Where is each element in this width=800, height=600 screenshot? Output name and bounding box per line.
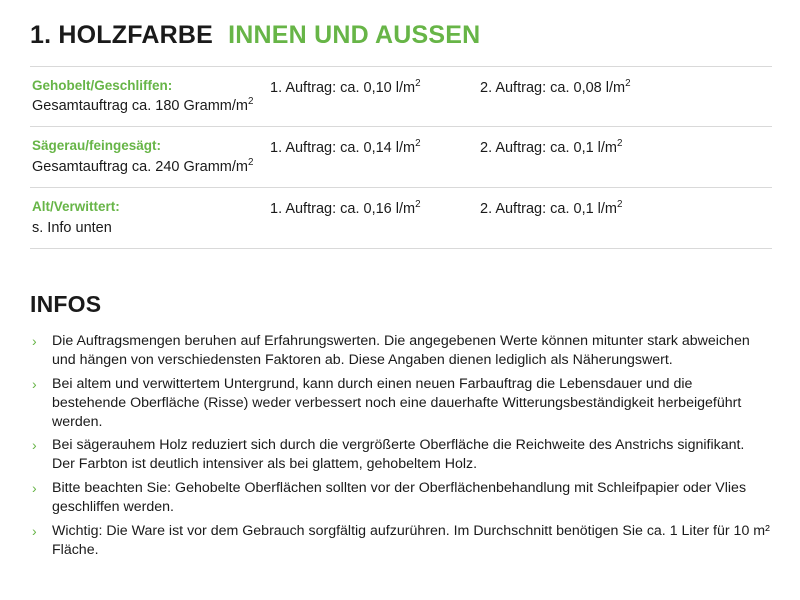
surface-total xyxy=(32,96,270,116)
coat2-text: 2. Auftrag: ca. 0,08 l/m xyxy=(480,79,626,96)
page-title-subtitle: INNEN UND AUSSEN xyxy=(228,21,481,49)
list-item-text: Bitte beachten Sie: Gehobelte Oberflächen sollten vor der Oberflächenbehandlung mit Schleifpapier oder Vlies geschliffen werden. xyxy=(52,480,747,516)
surface-total-text: s. Info unten xyxy=(32,219,112,236)
coat1-value xyxy=(270,197,480,219)
coat2-sup: 2 xyxy=(617,138,623,150)
surface-label: Alt/Verwittert: xyxy=(32,199,120,215)
table-cell-surface xyxy=(30,136,270,177)
coat2-text: 2. Auftrag: ca. 0,1 l/m xyxy=(480,201,618,218)
coat1-value xyxy=(270,136,480,158)
coat1-text: 1. Auftrag: ca. 0,10 l/m xyxy=(270,79,416,96)
coat1-value xyxy=(270,76,480,98)
list-item-text: Bei sägerauhem Holz reduziert sich durch die vergrößerte Oberfläche die Reichweite des Anstrichs signifikant. Der Farbton ist deutlich intensiver als bei glattem, gehobeltem Holz. xyxy=(52,437,745,473)
coat2-value xyxy=(480,136,772,158)
surface-total-text: Gesamtauftrag ca. 180 Gramm/m xyxy=(32,98,248,115)
coat2-sup: 2 xyxy=(617,199,623,211)
surface-total xyxy=(32,157,270,177)
table-row xyxy=(30,188,772,249)
table-cell-coat1 xyxy=(270,76,480,98)
table-cell-coat2 xyxy=(480,197,772,219)
page-title xyxy=(30,22,772,50)
list-item-text: Die Auftragsmengen beruhen auf Erfahrungswerten. Die angegebenen Werte können mitunter stark abweichen und hängen von verschiedensten Faktoren ab. Diese Angaben dienen lediglich als Näherungswert. xyxy=(52,333,750,368)
surface-total-sup: 2 xyxy=(247,157,254,169)
chevron-right-icon: › xyxy=(32,375,37,392)
chevron-right-icon: › xyxy=(32,437,37,454)
list-item-text: Wichtig: Die Ware ist vor dem Gebrauch sorgfältig aufzurühren. Im Durchschnitt benötigen Sie ca. 1 Liter für 10 m² Fläche. xyxy=(52,522,770,558)
list-item xyxy=(30,479,770,517)
surface-label: Gehobelt/Geschliffen: xyxy=(32,77,173,93)
table-cell-coat2 xyxy=(480,76,772,98)
coat2-value xyxy=(480,197,772,219)
chevron-right-icon: › xyxy=(32,522,37,539)
list-item-text: Bei altem und verwittertem Untergrund, kann durch einen neuen Farbauftrag die Lebensdauer und die bestehende Oberfläche (Risse) weder verbessert noch eine dauerhafte Witterungsbeständigkeit herbeigeführt werden. xyxy=(52,375,742,430)
chevron-right-icon: › xyxy=(32,480,37,497)
table-cell-coat1 xyxy=(270,136,480,158)
page-title-number: 1. xyxy=(30,21,52,49)
page-title-main: HOLZFARBE xyxy=(58,21,213,49)
coat1-sup: 2 xyxy=(415,77,421,89)
consumption-table xyxy=(30,66,772,250)
coat1-sup: 2 xyxy=(415,138,421,150)
list-item xyxy=(30,522,770,560)
infos-heading: INFOS xyxy=(30,291,102,318)
chevron-right-icon: › xyxy=(32,333,37,350)
coat1-text: 1. Auftrag: ca. 0,14 l/m xyxy=(270,140,416,157)
surface-total-sup: 2 xyxy=(247,96,254,108)
table-cell-surface xyxy=(30,197,270,238)
list-item xyxy=(30,436,770,474)
coat1-text: 1. Auftrag: ca. 0,16 l/m xyxy=(270,201,416,218)
coat2-value xyxy=(480,76,772,98)
table-cell-surface xyxy=(30,76,270,117)
table-row xyxy=(30,67,772,128)
surface-label: Sägerau/feingesägt: xyxy=(32,138,162,154)
surface-total-text: Gesamtauftrag ca. 240 Gramm/m xyxy=(32,158,248,175)
table-cell-coat2 xyxy=(480,136,772,158)
list-item xyxy=(30,375,770,432)
table-row xyxy=(30,127,772,188)
coat2-sup: 2 xyxy=(625,77,631,89)
infos-list xyxy=(30,332,770,560)
surface-total xyxy=(32,218,270,238)
coat2-text: 2. Auftrag: ca. 0,1 l/m xyxy=(480,140,618,157)
coat1-sup: 2 xyxy=(415,199,421,211)
table-cell-coat1 xyxy=(270,197,480,219)
list-item xyxy=(30,332,770,370)
